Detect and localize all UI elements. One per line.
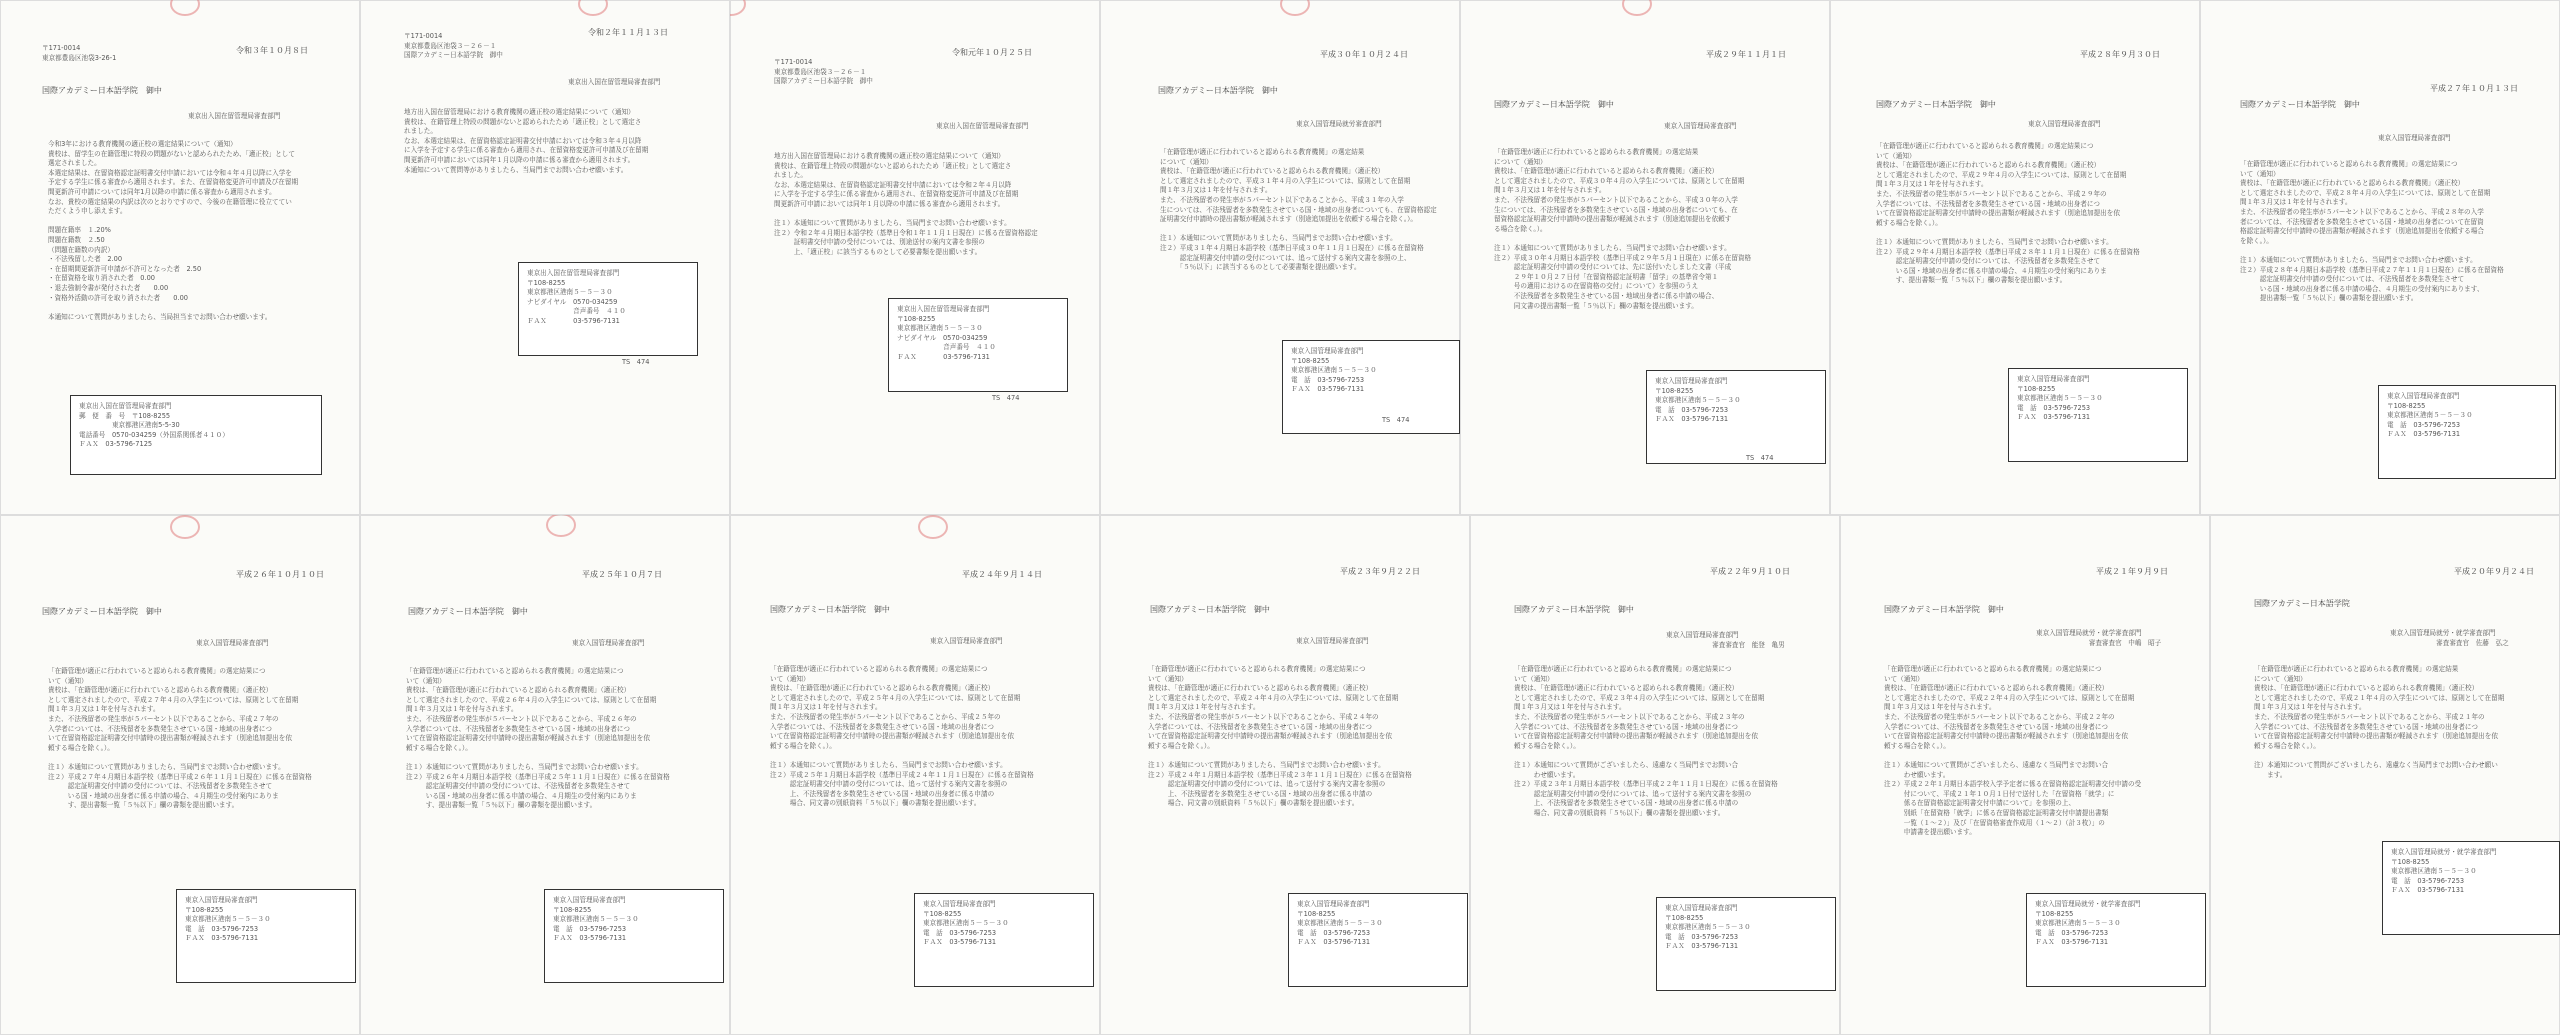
letter-page xyxy=(730,515,1100,1035)
contact-box xyxy=(70,395,322,475)
letter-body: 「在籍管理が適正に行われていると認められる教育機関」の選定結果 について（通知） 貴校は、「在籍管理が適正に行われていると認められる教育機関」（適正校） として選定されましたので、平成３０年４月の入学生については、原則として在留期 間１年３月又は１年を付与されます。 また、不法残留者の発生率が５パーセント以下であることから、平成３０年の入学 生については、不法残留者を多数発生させている国・地域の出身者についても、在 留資格認定証明書交付申請時の提出書類が軽減されます（別途追加提出を依頼す る場合を除く。）。 注１）本通知について質問がありましたら、当局門までお問い合わせ願います。 注２）平成３０年４月期日本語学校（基準日平成２９年５月１日現在）に係る在留資格 認定証明書交付申請の受付については、先に送付いたしました文書（平成 ２９年１０月２７日付「在留資格認定証明書「留学」の基準省令第１ 号の適用におけるの在留資格の交付」について）を参照のうえ 不法残留者を多数発生させている国・地域出身者に係る申請の場合、 同文書の提出書類一覧「５％以下」欄の書類を提出願います。 xyxy=(1494,148,1752,310)
contact-box xyxy=(1288,893,1468,987)
letter-page xyxy=(2200,0,2560,515)
recipient-name: 国際アカデミー日本語学院 御中 xyxy=(408,607,528,616)
contact-box xyxy=(2378,385,2556,479)
letter-body: 「在籍管理が適正に行われていると認められる教育機関」の選定結果につ いて（通知） 貴校は、「在籍管理が適正に行われていると認められる教育機関」（適正校） として選定されましたので、平成２５年４月の入学生については、原則として在留期 間１年３月又は１年を付与されます。 また、不法残留者の発生率が５パーセント以下であることから、平成２５年の 入学者については、不法残留者を多数発生させている国・地域の出身者につ いて在留資格認定証明書交付申請時の提出書類が軽減されます（別途追加提出を依 頼する場合を除く。）。 注１）本通知について質問がありましたら、当局門までお問い合わせ願います。 注２）平成２５年１月期日本語学校（基準日平成２４年１１月１日現在）に係る在留資格 認定証明書交付申請の受付については、追って送付する案内文書を参照の 上、不法残留者を多数発生させている国・地域の出身者に係る申請の 場合、同文書の別紙資料「５％以下」欄の書類を提出願います。 xyxy=(770,665,1034,808)
letter-page xyxy=(1100,515,1470,1035)
red-seal-icon xyxy=(546,515,576,537)
red-seal-icon xyxy=(170,0,200,16)
sender-office: 東京入国管理局審査部門 xyxy=(1296,637,1369,645)
letter-body: 地方出入国在留管理局における教育機関の適正校の選定結果について（通知） 貴校は、在籍管理上特段の問題がないと認められたため「適正校」として選定さ れました。 なお、本選定結果は、在留資格認定証明書交付申請においては令和２年４月以降 に入学を予定する学生に係る審査から適用され、在留資格変更許可申請及び在留期 間更新許可申請においては同年１月以降の申請に係る審査から適用されます。 注１）本通知について質問がありましたら、当局門までお問い合わせ願います。 注２）令和２年４月期日本語学校（基準日令和１年１１月１日現在）に係る在留資格認定 証明書交付申請の受付については、別途送付の案内文書を参照の 上、「適正校」に該当するものとして必要書類を提出願います。 xyxy=(774,152,1038,256)
contact-text: 東京入国管理局就労・就学審査部門 〒108-8255 東京都港区港南５－５－３０ 電 話 03-5796-7253 ＦＡＸ 03-5796-7131 xyxy=(2035,900,2141,947)
sender-office: 東京入国管理局審査部門 xyxy=(572,639,645,647)
contact-text: 東京入国管理局審査部門 〒108-8255 東京都港区港南５－５－３０ 電 話 03-5796-7253 ＦＡＸ 03-5796-7131 xyxy=(1655,377,1741,424)
page-number: TS 474 xyxy=(1382,416,1410,424)
letter-date: 平成２９年１１月１日 xyxy=(1706,50,1786,59)
sender-office: 東京入国管理局就労審査部門 xyxy=(1296,120,1382,128)
contact-text: 東京入国管理局審査部門 〒108-8255 東京都港区港南５－５－３０ 電 話 03-5796-7253 ＦＡＸ 03-5796-7131 xyxy=(185,896,271,943)
contact-text: 東京入国管理局審査部門 〒108-8255 東京都港区港南５－５－３０ 電 話 03-5796-7253 ＦＡＸ 03-5796-7131 xyxy=(1297,900,1383,947)
recipient-name: 国際アカデミー日本語学院 御中 xyxy=(1884,605,2004,614)
letter-date: 平成２７年１０月１３日 xyxy=(2430,84,2518,93)
letter-page xyxy=(1830,0,2200,515)
letter-date: 平成２６年１０月１０日 xyxy=(236,570,324,579)
letter-page xyxy=(1460,0,1830,515)
contact-box xyxy=(544,889,724,983)
red-seal-icon xyxy=(170,515,200,539)
recipient-name: 国際アカデミー日本語学院 御中 xyxy=(1876,100,1996,109)
contact-box xyxy=(176,889,356,983)
letter-page xyxy=(1840,515,2210,1035)
contact-text: 東京出入国在留管理局審査部門 〒108-8255 東京都港区港南５－５－３０ ナビダイヤル 0570-034259 音声番号 ４１０ ＦＡＸ 03-5796-7131 xyxy=(527,269,626,325)
red-seal-icon xyxy=(1280,0,1310,16)
letter-page xyxy=(0,515,360,1035)
contact-text: 東京入国管理局審査部門 〒108-8255 東京都港区港南５－５－３０ 電 話 03-5796-7253 ＦＡＸ 03-5796-7131 xyxy=(923,900,1009,947)
letter-body: 「在籍管理が適正に行われていると認められる教育機関」の選定結果につ いて（通知） 貴校は、「在籍管理が適正に行われていると認められる教育機関」（適正校） として選定されましたので、平成２２年４月の入学生については、原則として在留期 間１年３月又は１年を付与されます。 また、不法残留者の発生率が５パーセント以下であることから、平成２２年の 入学者については、不法残留者を多数発生させている国・地域の出身者につ いて在留資格認定証明書交付申請時の提出書類が軽減されます（別途追加提出を依 頼する場合を除く。）。 注１）本通知について質問がございましたら、遠慮なく当局門までお問い合 わせ願います。 注２）平成２２年１月期日本語学校入学予定者に係る在留資格認定証明書交付申請の受 付について、平成２１年１０月１日付で送付した「在留資格「就学」に 係る在留資格認定証明書交付申請について」を参照の上、 別紙「在留資格「就学」に係る在留資格認定証明書交付申請提出書類 一覧（１～２）」及び「在留資格審査作成用（１～２）（計３枚）」の 申請書を提出願います。 xyxy=(1884,665,2142,837)
contact-box xyxy=(888,298,1068,392)
recipient-address: 〒171-0014 東京都豊島区池袋３－２６－１ 国際アカデミー日本語学院 御中 xyxy=(404,32,503,60)
page-number: TS 474 xyxy=(1746,454,1774,462)
letter-date: 平成２３年９月２２日 xyxy=(1340,567,1420,576)
letter-page xyxy=(360,515,730,1035)
recipient-name: 国際アカデミー日本語学院 xyxy=(2254,599,2350,608)
letter-page xyxy=(360,0,730,515)
sender-office: 東京入国管理局審査部門 xyxy=(196,639,269,647)
letter-page xyxy=(0,0,360,515)
contact-text: 東京入国管理局審査部門 〒108-8255 東京都港区港南５－５－３０ 電 話 03-5796-7253 ＦＡＸ 03-5796-7131 xyxy=(2387,392,2473,439)
recipient-name: 国際アカデミー日本語学院 御中 xyxy=(1514,605,1634,614)
sender-office: 東京入国管理局審査部門 xyxy=(2028,120,2101,128)
recipient-name: 国際アカデミー日本語学院 御中 xyxy=(42,86,162,95)
letter-date: 平成３０年１０月２４日 xyxy=(1320,50,1408,59)
letter-page xyxy=(730,0,1100,515)
red-seal-icon xyxy=(730,0,746,16)
letter-date: 令和２年１１月１３日 xyxy=(588,28,668,37)
contact-text: 東京出入国在留管理局審査部門 〒108-8255 東京都港区港南５－５－３０ ナビダイヤル 0570-034259 音声番号 ４１０ ＦＡＸ 03-5796-7131 xyxy=(897,305,996,361)
contact-box xyxy=(518,262,698,356)
letter-date: 令和３年１０月８日 xyxy=(236,46,308,55)
letter-date: 平成２４年９月１４日 xyxy=(962,570,1042,579)
sender-office: 東京出入国在留管理局審査部門 xyxy=(188,112,281,120)
contact-box xyxy=(914,893,1094,987)
letter-body: 「在籍管理が適正に行われていると認められる教育機関」の選定結果につ いて（通知） 貴校は、「在籍管理が適正に行われていると認められる教育機関」（適正校） として選定されましたので、平成２６年４月の入学生については、原則として在留期 間１年３月又は１年を付与されます。 また、不法残留者の発生率が５パーセント以下であることから、平成２６年の 入学者については、不法残留者を多数発生させている国・地域の出身者につ いて在留資格認定証明書交付申請時の提出書類が軽減されます（別途追加提出を依 頼する場合を除く。）。 注１）本通知について質問がありましたら、当局門までお問い合わせ願います。 注２）平成２６年４月期日本語学校（基準日平成２５年１１月１日現在）に係る在留資格 認定証明書交付申請の受付については、不法残留者を多数発生させて いる国・地域の出身者に係る申請の場合、４月期生の受付案内にありま す、提出書類一覧「５％以下」欄の書類を提出願います。 xyxy=(406,667,670,810)
letter-body: 「在籍管理が適正に行われていると認められる教育機関」の選定結果につ いて（通知） 貴校は、「在籍管理が適正に行われていると認められる教育機関」（適正校） として選定されましたので、平成２８年４月の入学生については、原則として在留期 間１年３月又は１年を付与されます。 また、不法残留者の発生率が５パーセント以下であることから、平成２８年の入学 者については、不法残留者を多数発生させている国・地域の出身者について在留資 格認定証明書交付申請時の提出書類が軽減されます（別途追加提出を依頼する場合 を除く。）。 注１）本通知について質問がありましたら、当局門までお問い合わせ願います。 注２）平成２８年４月期日本語学校（基準日平成２７年１１月１日現在）に係る在留資格 認定証明書交付申請の受付については、不法残留者を多数発生させて いる国・地域の出身者に係る申請の場合、４月期生の受付案内にあります、 提出書類一覧「５％以下」欄の書類を提出願います。 xyxy=(2240,160,2504,303)
sender-office: 東京入国管理局就労・就学審査部門 審査審査官 中嶋 昭子 xyxy=(2036,629,2162,647)
contact-box xyxy=(2026,893,2206,987)
sender-office: 東京入国管理局審査部門 xyxy=(930,637,1003,645)
letter-page xyxy=(1470,515,1840,1035)
recipient-address: 〒171-0014 東京都豊島区池袋３－２６－１ 国際アカデミー日本語学院 御中 xyxy=(774,58,873,86)
red-seal-icon xyxy=(918,515,948,539)
letter-date: 平成２８年９月３０日 xyxy=(2080,50,2160,59)
red-seal-icon xyxy=(1622,0,1652,16)
contact-box xyxy=(2008,368,2188,462)
letter-date: 平成２１年９月９日 xyxy=(2096,567,2168,576)
sender-office: 東京入国管理局審査部門 審査審査官 能登 亀男 xyxy=(1666,631,1785,649)
recipient-address: 〒171-0014 東京都豊島区池袋3-26-1 xyxy=(42,44,117,62)
contact-box xyxy=(1646,370,1826,464)
letter-date: 平成２２年９月１０日 xyxy=(1710,567,1790,576)
contact-box xyxy=(1656,897,1836,991)
recipient-name: 国際アカデミー日本語学院 御中 xyxy=(2240,100,2360,109)
sender-office: 東京出入国在留管理局審査部門 xyxy=(568,78,661,86)
page-number: TS 474 xyxy=(992,394,1020,402)
recipient-name: 国際アカデミー日本語学院 御中 xyxy=(1150,605,1270,614)
letter-body: 「在籍管理が適正に行われていると認められる教育機関」の選定結果につ いて（通知） 貴校は、「在籍管理が適正に行われていると認められる教育機関」（適正校） として選定されましたので、平成２９年４月の入学生については、原則として在留期 間１年３月又は１年を付与されます。 また、不法残留者の発生率が５パーセント以下であることから、平成２９年の 入学者については、不法残留者を多数発生させている国・地域の出身者につ いて在留資格認定証明書交付申請時の提出書類が軽減されます（別途追加提出を依 頼する場合を除く。）。 注１）本通知について質問がありましたら、当局門までお問い合わせ願います。 注２）平成２９年４月期日本語学校（基準日平成２８年１１月１日現在）に係る在留資格 認定証明書交付申請の受付については、不法残留者を多数発生させて いる国・地域の出身者に係る申請の場合、４月期生の受付案内にありま す、提出書類一覧「５％以下」欄の書類を提出願います。 xyxy=(1876,142,2140,285)
letter-body: 今和3年における教育機関の適正校の選定結果について（通知） 貴校は、留学生の在籍管理に特段の問題がないと認められたため、「適正校」として 選定されました。 本選定結果は、在留資格認定証明書交付申請においては令和４年４月以降に入学を 予定する学生に係る審査から適用されます。また、在留資格変更許可申請及び在留期 間更新許可申請については同年1月以降の申請に係る審査から適用されます。 なお、貴校の選定結果の内訳は次のとおりですので、今後の在籍管理に役立ててい ただくよう申し添えます。 問題在籍率 １.20% 問題在籍数 ２.50 （問題在籍数の内訳） ・不法残留した者 2.00 ・在留期間更新許可申請が不許可となった者 2.50 ・在留資格を取り消された者 0.00 ・退去強制令書が発付された者 0.00 ・資格外活動の許可を取り消された者 0.00 本通知について質問がありましたら、当局担当までお問い合わせ願います。 xyxy=(48,140,299,321)
letter-body: 「在籍管理が適正に行われていると認められる教育機関」の選定結果につ いて（通知） 貴校は、「在籍管理が適正に行われていると認められる教育機関」（適正校） として選定されましたので、平成２３年４月の入学生については、原則として在留期 間１年３月又は１年を付与されます。 また、不法残留者の発生率が５パーセント以下であることから、平成２３年の 入学者については、不法残留者を多数発生させている国・地域の出身者につ いて在留資格認定証明書交付申請時の提出書類が軽減されます（別途追加提出を依 頼する場合を除く。）。 注１）本通知について質問がございましたら、遠慮なく当局門までお問い合 わせ願います。 注２）平成２３年１月期日本語学校（基準日平成２２年１１月１日現在）に係る在留資格 認定証明書交付申請の受付については、追って送付する案内文書を参照の 上、不法残留者を多数発生させている国・地域の出身者に係る申請の 場合、同文書の別紙資料「５％以下」欄の書類を提出願います。 xyxy=(1514,665,1778,817)
contact-text: 東京出入国在留管理局審査部門 郵 便 番 号 〒108-8255 東京都港区港南5-5-30 電話番号 0570-034259（外国系関係者４１０） ＦＡＸ 03-5796-7125 xyxy=(79,402,229,449)
letter-date: 令和元年１０月２５日 xyxy=(952,48,1032,57)
sender-office: 東京入国管理局審査部門 xyxy=(2378,134,2451,142)
contact-text: 東京入国管理局就労・就学審査部門 〒108-8255 東京都港区港南５－５－３０ 電 話 03-5796-7253 ＦＡＸ 03-5796-7131 xyxy=(2391,848,2497,895)
letter-date: 平成２０年９月２４日 xyxy=(2454,567,2534,576)
contact-box xyxy=(2382,841,2560,935)
recipient-name: 国際アカデミー日本語学院 御中 xyxy=(42,607,162,616)
contact-text: 東京入国管理局審査部門 〒108-8255 東京都港区港南５－５－３０ 電 話 03-5796-7253 ＦＡＸ 03-5796-7131 xyxy=(2017,375,2103,422)
recipient-name: 国際アカデミー日本語学院 御中 xyxy=(1158,86,1278,95)
sender-office: 東京入国管理局就労・就学審査部門 審査審査官 佐藤 弘之 xyxy=(2390,629,2509,647)
letter-body: 「在籍管理が適正に行われていると認められる教育機関」の選定結果につ いて（通知） 貴校は、「在籍管理が適正に行われていると認められる教育機関」（適正校） として選定されましたので、平成２４年４月の入学生については、原則として在留期 間１年３月又は１年を付与されます。 また、不法残留者の発生率が５パーセント以下であることから、平成２４年の 入学者については、不法残留者を多数発生させている国・地域の出身者につ いて在留資格認定証明書交付申請時の提出書類が軽減されます（別途追加提出を依 頼する場合を除く。）。 注１）本通知について質問がありましたら、当局門までお問い合わせ願います。 注２）平成２４年１月期日本語学校（基準日平成２３年１１月１日現在）に係る在留資格 認定証明書交付申請の受付については、追って送付する案内文書を参照の 上、不法残留者を多数発生させている国・地域の出身者に係る申請の 場合、同文書の別紙資料「５％以下」欄の書類を提出願います。 xyxy=(1148,665,1412,808)
letter-body: 「在籍管理が適正に行われていると認められる教育機関」の選定結果 について（通知） 貴校は、「在籍管理が適正に行われていると認められる教育機関」（適正校） として選定されましたので、平成２１年４月の入学生については、原則として在留期 間１年３月又は１年を付与されます。 また、不法残留者の発生率が５パーセント以下であることから、平成２１年の 入学者については、不法残留者を多数発生させている国・地域の出身者につ いて在留資格認定証明書交付申請時の提出書類が軽減されます（別途追加提出を依 頼する場合を除く。）。 注）本通知について質問がございましたら、遠慮なく当局門までお問い合わせ願い ます。 xyxy=(2254,665,2505,779)
letter-page xyxy=(2210,515,2560,1035)
contact-text: 東京入国管理局審査部門 〒108-8255 東京都港区港南５－５－３０ 電 話 03-5796-7253 ＦＡＸ 03-5796-7131 xyxy=(1665,904,1751,951)
recipient-name: 国際アカデミー日本語学院 御中 xyxy=(770,605,890,614)
letter-body: 地方出入国在留管理局における教育機関の適正校の選定結果について（通知） 貴校は、在籍管理上特段の問題がないと認められたため「適正校」として選定さ れました。 なお、本選定結果は、在留資格認定証明書交付申請においては令和３年４月以降 に入学を予定する学生に係る審査から適用され、在留資格変更許可申請及び在留期 間更新許可申請においては同年１月以降の申請に係る審査から適用されます。 本通知について質問等がありましたら、当局門までお問い合わせ願います。 xyxy=(404,108,649,174)
sender-office: 東京入国管理局審査部門 xyxy=(1664,122,1737,130)
letter-body: 「在籍管理が適正に行われていると認められる教育機関」の選定結果につ いて（通知） 貴校は、「在籍管理が適正に行われていると認められる教育機関」（適正校） として選定されましたので、平成２７年４月の入学生については、原則として在留期 間１年３月又は１年を付与されます。 また、不法残留者の発生率が５パーセント以下であることから、平成２７年の 入学者については、不法残留者を多数発生させている国・地域の出身者につ いて在留資格認定証明書交付申請時の提出書類が軽減されます（別途追加提出を依 頼する場合を除く。）。 注１）本通知について質問がありましたら、当局門までお問い合わせ願います。 注２）平成２７年４月期日本語学校（基準日平成２６年１１月１日現在）に係る在留資格 認定証明書交付申請の受付については、不法残留者を多数発生させて いる国・地域の出身者に係る申請の場合、４月期生の受付案内にありま す、提出書類一覧「５％以下」欄の書類を提出願います。 xyxy=(48,667,312,810)
contact-text: 東京入国管理局審査部門 〒108-8255 東京都港区港南５－５－３０ 電 話 03-5796-7253 ＦＡＸ 03-5796-7131 xyxy=(1291,347,1377,394)
letter-body: 「在籍管理が適正に行われていると認められる教育機関」の選定結果 について（通知） 貴校は、「在籍管理が適正に行われていると認められる教育機関」（適正校） として選定されましたので、平成３１年４月の入学生については、原則として在留期 間１年３月又は１年を付与されます。 また、不法残留者の発生率が５パーセント以下であることから、平成３１年の入学 生については、不法残留者を多数発生させている国・地域の出身者についても、在留資格認定 証明書交付申請時の提出書類が軽減されます（別途追加提出を依頼する場合を除く。）。 注１）本通知について質問がありましたら、当局門までお問い合わせ願います。 注２）平成３１年４月期日本語学校（基準日平成３０年１１月１日現在）に係る在留資格 認定証明書交付申請の受付については、追って送付する案内文書を参照の上、 「５％以下」に該当するものとして必要書類を提出願います。 xyxy=(1160,148,1437,272)
contact-text: 東京入国管理局審査部門 〒108-8255 東京都港区港南５－５－３０ 電 話 03-5796-7253 ＦＡＸ 03-5796-7131 xyxy=(553,896,639,943)
recipient-name: 国際アカデミー日本語学院 御中 xyxy=(1494,100,1614,109)
sender-office: 東京出入国在留管理局審査部門 xyxy=(936,122,1029,130)
contact-box xyxy=(1282,340,1460,434)
red-seal-icon xyxy=(578,0,608,16)
page-number: TS 474 xyxy=(622,358,650,366)
letter-date: 平成２５年１０月７日 xyxy=(582,570,662,579)
letter-page xyxy=(1100,0,1460,515)
